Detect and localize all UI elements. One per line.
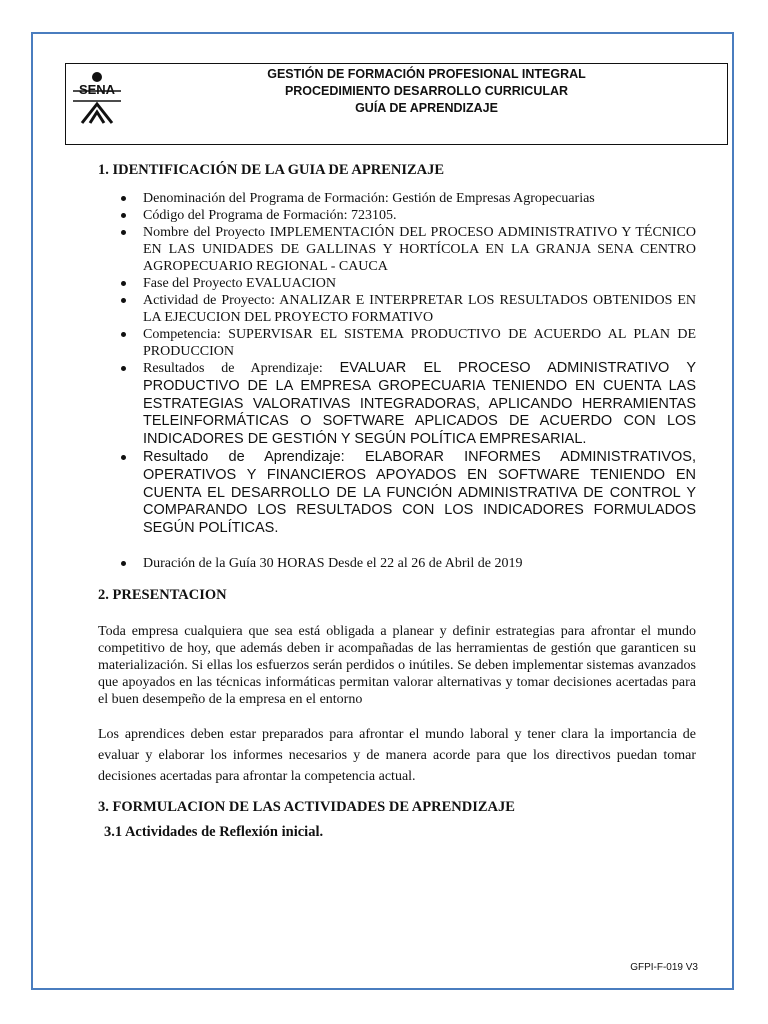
list-item: Fase del Proyecto EVALUACION xyxy=(143,275,696,292)
form-code: GFPI-F-019 V3 xyxy=(630,962,698,973)
identification-list xyxy=(98,190,696,572)
document-header xyxy=(65,63,728,145)
presentation-paragraph: Los aprendices deben estar preparados para afrontar el mundo laboral y tener clara la importancia de evaluar y elaborar los informes necesarios y de manera acorde para que los directivos puedan tomar decisiones acertadas para afrontar la competencia actual. xyxy=(98,726,696,784)
logo-text: SENA xyxy=(78,82,116,97)
list-item: Nombre del Proyecto IMPLEMENTACIÓN DEL PROCESO ADMINISTRATIVO Y TÉCNICO EN LAS UNIDADES DE GALLINAS Y HORTÍCOLA EN LA GRANJA SENA CENTRO AGROPECUARIO REGIONAL - CAUCA xyxy=(143,225,696,274)
list-item-duracion: Duración de la Guía 30 HORAS Desde el 22 al 26 de Abril de 2019 xyxy=(143,555,696,572)
section-3-1-title: 3.1 Actividades de Reflexión inicial. xyxy=(104,823,324,840)
list-item-resultado-1 xyxy=(143,360,696,449)
header-titles xyxy=(126,66,727,117)
list-item: Competencia: SUPERVISAR EL SISTEMA PRODUCTIVO DE ACUERDO AL PLAN DE PRODUCCION xyxy=(143,327,696,359)
sena-logo xyxy=(68,68,126,128)
list-item: Denominación del Programa de Formación: Gestión de Empresas Agropecuarias xyxy=(143,190,696,207)
presentation-paragraph: Toda empresa cualquiera que sea está obligada a planear y definir estrategias para afrontar el mundo competitivo de hoy, que además deben ir acompañadas de las herramientas de gestión que garanticen su materialización. Si ellas los esfuerzos serán perdidos o inútiles. Se deben implementar sistemas avanzados que apoyados en las técnicas informáticas permitan valorar alternativas y tomar decisiones acertadas para el buen desempeño de la empresa en el entorno xyxy=(98,623,696,707)
list-item: Código del Programa de Formación: 723105. xyxy=(143,207,696,224)
resultado-label: Resultados de Aprendizaje: xyxy=(143,361,340,376)
document-body xyxy=(98,160,696,842)
section-2-title: 2. PRESENTACION xyxy=(98,586,227,603)
section-3-title: 3. FORMULACION DE LAS ACTIVIDADES DE APRENDIZAJE xyxy=(98,798,515,815)
section-1-title: 1. IDENTIFICACIÓN DE LA GUIA DE APRENIZAJE xyxy=(98,162,445,178)
resultado-text: EVALUAR EL PROCESO ADMINISTRATIVO Y PRODUCTIVO DE LA EMPRESA GROPECUARIA TENIENDO EN CUENTA LAS ESTRATEGIAS VALORATIVAS INTEGRADORAS, APLICANDO HERRAMIENTAS TELEINFORMÁTICAS O SOFTWARE APLICADOS DE ACUERDO CON LOS INDICADORES DE GESTIÓN Y SEGÚN POLÍTICA EMPRESARIAL. xyxy=(143,360,696,448)
list-item: Actividad de Proyecto: ANALIZAR E INTERPRETAR LOS RESULTADOS OBTENIDOS EN LA EJECUCION DEL PROYECTO FORMATIVO xyxy=(143,293,696,325)
list-item-resultado-2: Resultado de Aprendizaje: ELABORAR INFORMES ADMINISTRATIVOS, OPERATIVOS Y FINANCIEROS APOYADOS EN SOFTWARE TENIENDO EN CUENTA EL DESARROLLO DE LA FUNCIÓN ADMINISTRATIVA DE CONTROL Y COMPARANDO LOS RESULTADOS CON LOS INDICADORES FORMULADOS SEGÚN POLÍTICAS. xyxy=(143,448,696,537)
header-title-line: GESTIÓN DE FORMACIÓN PROFESIONAL INTEGRAL xyxy=(267,67,586,81)
header-title-line: GUÍA DE APRENDIZAJE xyxy=(355,101,498,115)
header-title-line: PROCEDIMIENTO DESARROLLO CURRICULAR xyxy=(284,84,569,98)
